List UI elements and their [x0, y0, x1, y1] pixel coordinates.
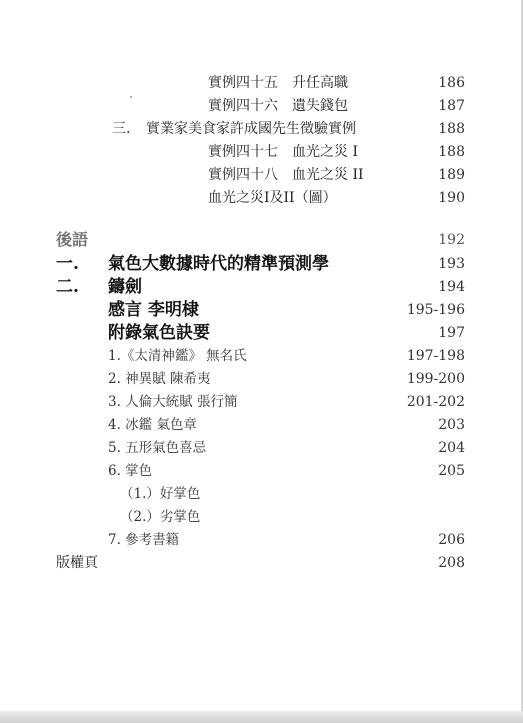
item-text: 7. 參考書籍: [108, 532, 180, 548]
toc-row-part-1: [0, 253, 523, 275]
toc-row-afterword: [0, 229, 523, 251]
part-title: 氣色大數據時代的精準預測學: [108, 254, 329, 274]
example-label: 實例四十八: [208, 167, 278, 183]
toc-row-copyright: [0, 552, 523, 574]
toc-row-example-48: [0, 164, 523, 186]
item-text: 3. 人倫大統賦 張行簡: [108, 394, 238, 410]
afterword-title: 後語: [56, 230, 89, 249]
toc-row-subitem: [0, 483, 523, 505]
page-number: 188: [438, 121, 465, 137]
toc-row-item: [0, 368, 523, 390]
item-text: 5. 五形氣色喜忌: [108, 440, 207, 456]
section-number: 三.: [112, 121, 131, 137]
toc-row-item: [0, 414, 523, 436]
page-number: 203: [438, 417, 465, 433]
example-title: 血光之災 II: [292, 167, 364, 183]
example-title: 血光之災 I: [292, 144, 358, 160]
example-title: 升任高職: [292, 75, 348, 91]
page-number: 192: [438, 232, 465, 248]
toc-row-section-3: [0, 118, 523, 140]
page-bottom-shadow: [0, 711, 523, 723]
example-label: 實例四十五: [208, 75, 278, 91]
page-number: 199-200: [406, 371, 465, 387]
page-number: 197-198: [406, 348, 465, 364]
copyright-title: 版權頁: [56, 555, 98, 571]
page-number: 205: [438, 463, 465, 479]
part-title: 鑄劍: [108, 277, 142, 297]
toc-row-item: [0, 391, 523, 413]
toc-row-example-46: [0, 95, 523, 117]
appendix-title: 附錄氣色訣要: [108, 323, 210, 343]
page-number: 208: [438, 555, 465, 571]
toc-row-example-45: [0, 72, 523, 94]
page-number: 190: [438, 190, 465, 206]
page-number: 195-196: [406, 302, 465, 318]
figure-title: 血光之災I及II（圖）: [208, 190, 337, 206]
section-title: 實業家美食家許成國先生徵驗實例: [146, 121, 356, 137]
page-number: 201-202: [406, 394, 465, 410]
toc-row-item: [0, 437, 523, 459]
page-number: 206: [438, 532, 465, 548]
page-number: 187: [438, 98, 465, 114]
page-number: 186: [438, 75, 465, 91]
page-number: 204: [438, 440, 465, 456]
page-number: 193: [438, 256, 465, 272]
toc-row-item: [0, 460, 523, 482]
toc-row-item: [0, 345, 523, 367]
toc-row-appendix: [0, 322, 523, 344]
item-text: 4. 冰鑑 氣色章: [108, 417, 197, 433]
part-number: 一.: [56, 254, 79, 274]
page-number: 189: [438, 167, 465, 183]
item-text: 2. 神異賦 陳希夷: [108, 371, 211, 387]
toc-row-subitem: [0, 506, 523, 528]
item-text: 1.《太清神鑑》 無名氏: [108, 348, 247, 364]
toc-row-figure: [0, 187, 523, 209]
toc-row-part-2: [0, 276, 523, 298]
page-number: 188: [438, 144, 465, 160]
part-number: 二.: [56, 277, 79, 297]
page-number: 197: [438, 325, 465, 341]
example-title: 遺失錢包: [292, 98, 348, 114]
toc-row-thanks: [0, 299, 523, 321]
subitem-text: （1.）好掌色: [120, 486, 201, 502]
item-text: 6. 掌色: [108, 463, 153, 479]
example-label: 實例四十六: [208, 98, 278, 114]
page-number: 194: [438, 279, 465, 295]
toc-row-references: [0, 529, 523, 551]
subitem-text: （2.）劣掌色: [120, 509, 201, 525]
toc-row-example-47: [0, 141, 523, 163]
example-label: 實例四十七: [208, 144, 278, 160]
thanks-title: 感言 李明棣: [108, 300, 199, 320]
